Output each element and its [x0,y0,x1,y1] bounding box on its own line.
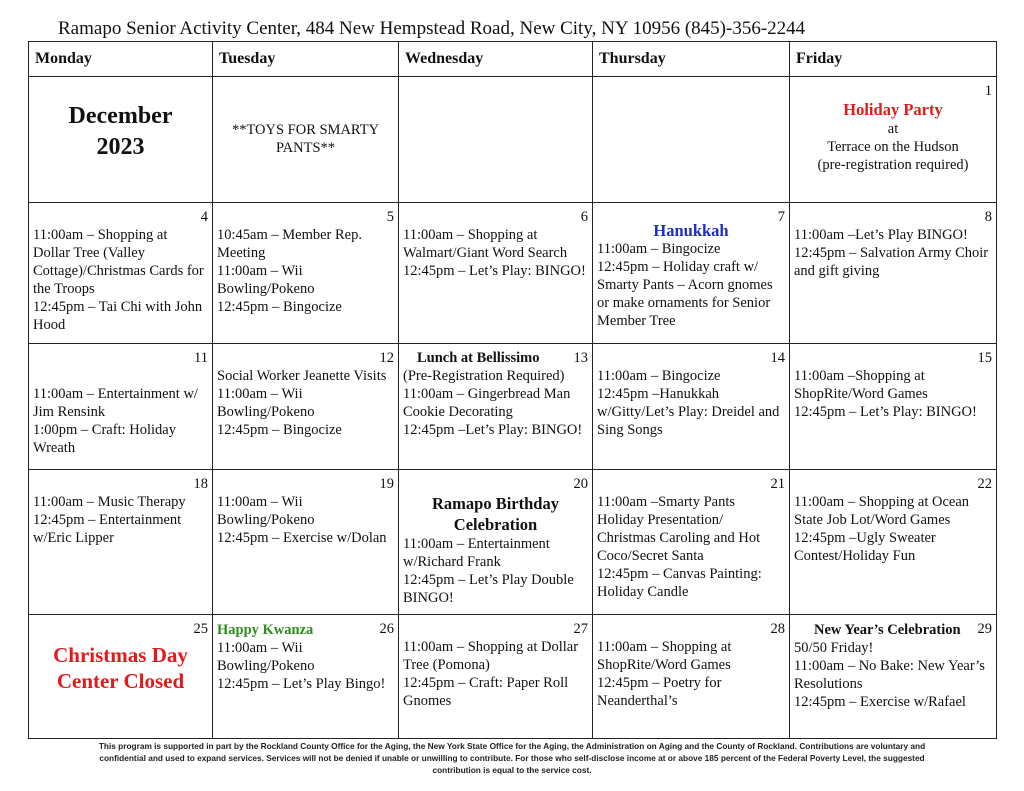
event-title: Holiday Party [843,100,943,119]
event-line: 11:00am – Shopping at Walmart/Giant Word Search [403,227,568,261]
day-number: 4 [200,209,208,225]
month-title [33,101,208,163]
event-line: 12:45pm – Bingocize [217,299,342,315]
month-title-cell [29,77,213,203]
day-number: 5 [386,209,394,225]
event-title: Lunch at Bellissimo [417,350,540,366]
event-line: 12:45pm –Ugly Sweater Contest/Holiday Fun [794,530,936,564]
event-line: Terrace on the Hudson [827,139,959,155]
event-line: 11:00am – Bingocize [597,368,721,384]
event-line: 11:00am – Shopping at ShopRite/Word Games [597,639,732,673]
event-title: Happy Kwanza [217,622,314,638]
day-cell-4 [29,203,213,344]
week-row [29,344,997,470]
day-number: 6 [580,209,588,225]
event-line: 12:45pm – Craft: Paper Roll Gnomes [403,675,569,709]
event-line: 12:45pm – Let’s Play: BINGO! [403,263,586,279]
day-cell-7 [593,203,790,344]
weekday-tuesday: Tuesday [213,42,399,77]
day-cell-11 [29,344,213,470]
event-line: 12:45pm – Poetry for Neanderthal’s [597,675,722,709]
event-line: Social Worker Jeanette Visits [217,368,387,384]
event-line: (Pre-Registration Required) [403,368,565,384]
event-line: 11:00am – Shopping at Dollar Tree (Pomona) [403,639,579,673]
event-line: 12:45pm – Exercise w/Dolan [217,530,387,546]
toys-cell [213,77,399,203]
event-line: 11:00am – No Bake: New Year’s Resolutions [794,658,985,692]
event-line: 12:45pm – Tai Chi with John Hood [33,299,203,333]
day-number: 28 [770,621,785,637]
day-number-row [403,350,588,367]
event-title: Hanukkah [653,221,729,240]
day-cell-22 [790,470,997,615]
event-line: 11:00am –Let’s Play BINGO! [794,227,968,243]
event-line: 12:45pm – Entertainment w/Eric Lipper [33,512,182,546]
funding-disclaimer: This program is supported in part by the Rockland County Office for the Aging, the New York State Office for the Aging, the Administration on Aging and the County of Rockland. Contributions are voluntary and confidential and used to expand services. Services will not be denied if unable or unwilling to contribute. For those who self-disclose income at or above 185 percent of the Federal Poverty Level, the suggested contribution is equal to the service cost. [98,741,926,775]
event-line: 11:00am – Entertainment w/Richard Frank [403,536,550,570]
day-cell-20 [399,470,593,615]
day-number: 29 [977,621,992,637]
day-number: 14 [770,350,785,366]
event-line: (pre-registration required) [817,157,969,173]
event-line: 12:45pm –Hanukkah w/Gitty/Let’s Play: Dreidel and Sing Songs [597,386,780,438]
day-number: 26 [379,621,394,637]
empty-cell [399,77,593,203]
event-title: New Year’s Celebration [814,622,961,638]
day-cell-25 [29,615,213,739]
week-row [29,470,997,615]
week-row [29,77,997,203]
event-line: 11:00am – Wii Bowling/Pokeno [217,263,315,297]
day-cell-26 [213,615,399,739]
day-cell-6 [399,203,593,344]
day-cell-18 [29,470,213,615]
day-number: 22 [977,476,992,492]
event-line: 11:00am – Music Therapy [33,494,186,510]
day-cell-1 [790,77,997,203]
year: 2023 [96,134,145,160]
closed-notice: Christmas Day Center Closed [53,643,188,693]
day-number: 19 [379,476,394,492]
event-line: 11:00am – Entertainment w/ Jim Rensink [33,386,198,420]
event-line: 11:00am – Wii Bowling/Pokeno [217,640,315,674]
day-number: 13 [573,350,588,366]
week-row [29,615,997,739]
event-line: 11:00am – Bingocize [597,241,721,257]
day-number: 25 [193,621,208,637]
day-cell-14 [593,344,790,470]
day-cell-28 [593,615,790,739]
day-number: 8 [984,209,992,225]
day-number: 11 [194,350,208,366]
day-cell-8 [790,203,997,344]
day-number: 12 [379,350,394,366]
day-cell-12 [213,344,399,470]
day-cell-27 [399,615,593,739]
weekday-wednesday: Wednesday [399,42,593,77]
day-number: 20 [573,476,588,492]
day-cell-29 [790,615,997,739]
day-number: 18 [193,476,208,492]
day-cell-21 [593,470,790,615]
event-line: 1:00pm – Craft: Holiday Wreath [33,422,176,456]
event-line: 12:45pm – Bingocize [217,422,342,438]
day-cell-13 [399,344,593,470]
week-row [29,203,997,344]
day-number: 7 [777,209,785,225]
center-header: Ramapo Senior Activity Center, 484 New Hempstead Road, New City, NY 10956 (845)-356-2244 [58,18,806,39]
calendar-table [28,41,997,739]
event-line: at [887,121,899,137]
event-line: 12:45pm – Let’s Play Bingo! [217,676,386,692]
day-number: 15 [977,350,992,366]
day-cell-5 [213,203,399,344]
toys-note: **TOYS FOR SMARTY PANTS** [231,122,380,156]
event-line: 10:45am – Member Rep. Meeting [217,227,362,261]
empty-cell [593,77,790,203]
event-line: 50/50 Friday! [794,640,874,656]
weekday-header-row [29,42,997,77]
day-cell-15 [790,344,997,470]
weekday-friday: Friday [790,42,997,77]
weekday-thursday: Thursday [593,42,790,77]
event-line: 11:00am – Shopping at Dollar Tree (Valley Cottage)/Christmas Cards for the Troops [33,227,204,297]
day-number: 27 [573,621,588,637]
weekday-monday: Monday [29,42,213,77]
day-cell-19 [213,470,399,615]
event-line: 12:45pm – Salvation Army Choir and gift giving [794,245,989,279]
day-number: 1 [984,83,992,99]
event-line: 11:00am – Gingerbread Man Cookie Decorating [403,386,571,420]
event-line: 11:00am – Wii Bowling/Pokeno [217,386,315,420]
event-line: 11:00am – Wii Bowling/Pokeno [217,494,315,528]
event-line: 12:45pm – Exercise w/Rafael [794,694,966,710]
event-line: 12:45pm –Let’s Play: BINGO! [403,422,583,438]
event-line: 11:00am –Smarty Pants Holiday Presentation/ Christmas Caroling and Hot Coco/Secret Santa [597,494,761,564]
event-line: 12:45pm – Canvas Painting: Holiday Candle [597,566,762,600]
event-title: Ramapo Birthday Celebration [432,494,559,534]
event-line: 12:45pm – Let’s Play: BINGO! [794,404,977,420]
month-name: December [68,103,173,129]
day-number: 21 [770,476,785,492]
event-line: 12:45pm – Let’s Play Double BINGO! [403,572,574,606]
event-line: 11:00am –Shopping at ShopRite/Word Games [794,368,928,402]
event-line: 11:00am – Shopping at Ocean State Job Lot/Word Games [794,494,970,528]
event-line: 12:45pm – Holiday craft w/ Smarty Pants – Acorn gnomes or make ornaments for Senior Member Tree [597,259,773,329]
